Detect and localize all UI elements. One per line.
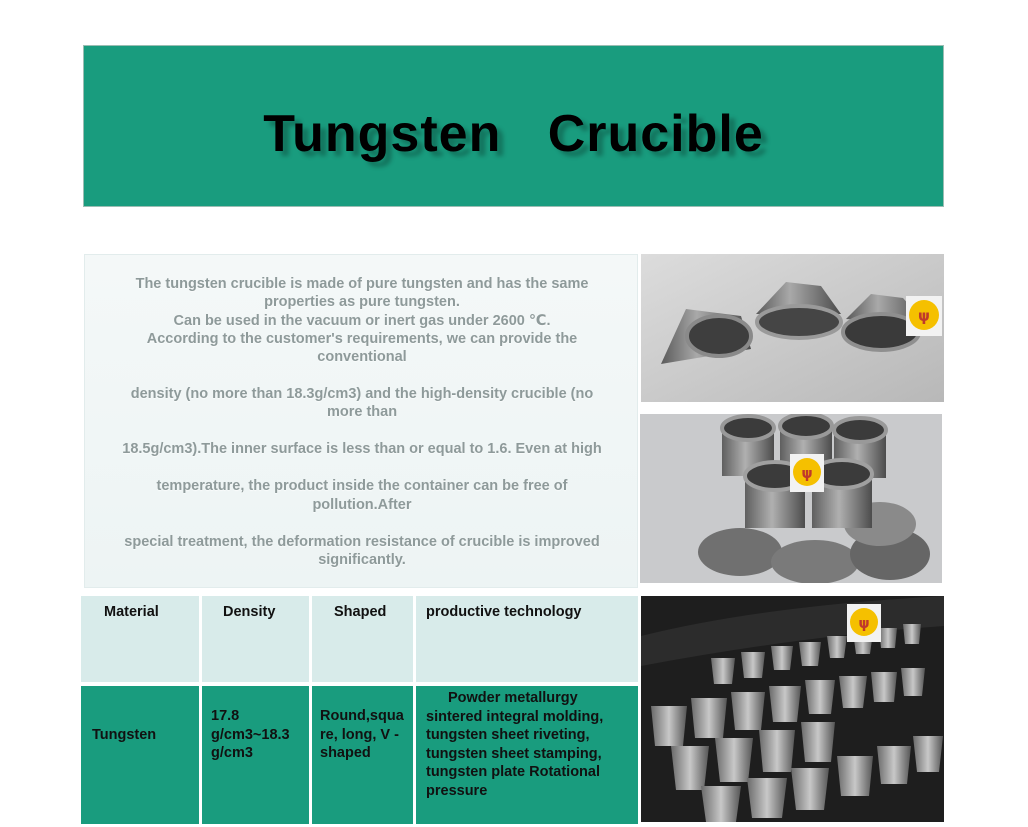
description-line: conventional xyxy=(317,349,407,365)
description-line: The tungsten crucible is made of pure tungsten and has the same xyxy=(135,276,589,292)
table-divider xyxy=(81,682,638,686)
product-photo-cylinder-crucibles xyxy=(640,414,942,583)
table-divider xyxy=(199,596,202,824)
description-line: Can be used in the vacuum or inert gas under 2600 ℃. xyxy=(173,313,551,329)
svg-text:ψ: ψ xyxy=(801,466,813,482)
description-box xyxy=(84,254,638,588)
product-photo-crucible-rows xyxy=(641,596,944,822)
header-material: Material xyxy=(81,596,199,682)
description-line: 18.5g/cm3).The inner surface is less than or equal to 1.6. Even at high xyxy=(122,441,602,457)
description-line: significantly. xyxy=(318,552,406,568)
description-line: special treatment, the deformation resistance of crucible is improved xyxy=(124,534,600,550)
company-logo-icon xyxy=(790,454,824,492)
company-logo-icon xyxy=(906,296,942,336)
cell-shaped: Round,square, long, V - shaped xyxy=(312,686,413,824)
description-line: density (no more than 18.3g/cm3) and the high-density crucible (no xyxy=(130,386,594,402)
spec-table xyxy=(81,596,638,824)
description-line: pollution.After xyxy=(312,497,412,513)
table-divider xyxy=(309,596,312,824)
description-line: properties as pure tungsten. xyxy=(264,294,460,310)
page-title: Tungsten Crucible xyxy=(263,105,764,163)
header-shaped: Shaped xyxy=(312,596,413,682)
description-line: more than xyxy=(326,404,398,420)
table-divider xyxy=(413,596,416,824)
header-density: Density xyxy=(202,596,309,682)
svg-text:ψ: ψ xyxy=(918,307,930,325)
cell-density: 17.8 g/cm3~18.3 g/cm3 xyxy=(202,686,309,824)
description-line: According to the customer's requirements, we can provide the xyxy=(146,331,578,347)
product-photo-cone-crucibles xyxy=(641,254,944,402)
cell-technology: Powder metallurgy sintered integral molding, tungsten sheet riveting, tungsten sheet stamping, tungsten plate Rotational pressure xyxy=(416,686,638,824)
svg-text:ψ: ψ xyxy=(858,616,870,632)
description-line: temperature, the product inside the container can be free of xyxy=(156,478,568,494)
title-banner xyxy=(83,45,944,207)
cell-material: Tungsten xyxy=(81,686,199,824)
header-technology: productive technology xyxy=(416,596,638,682)
company-logo-icon xyxy=(847,604,881,642)
